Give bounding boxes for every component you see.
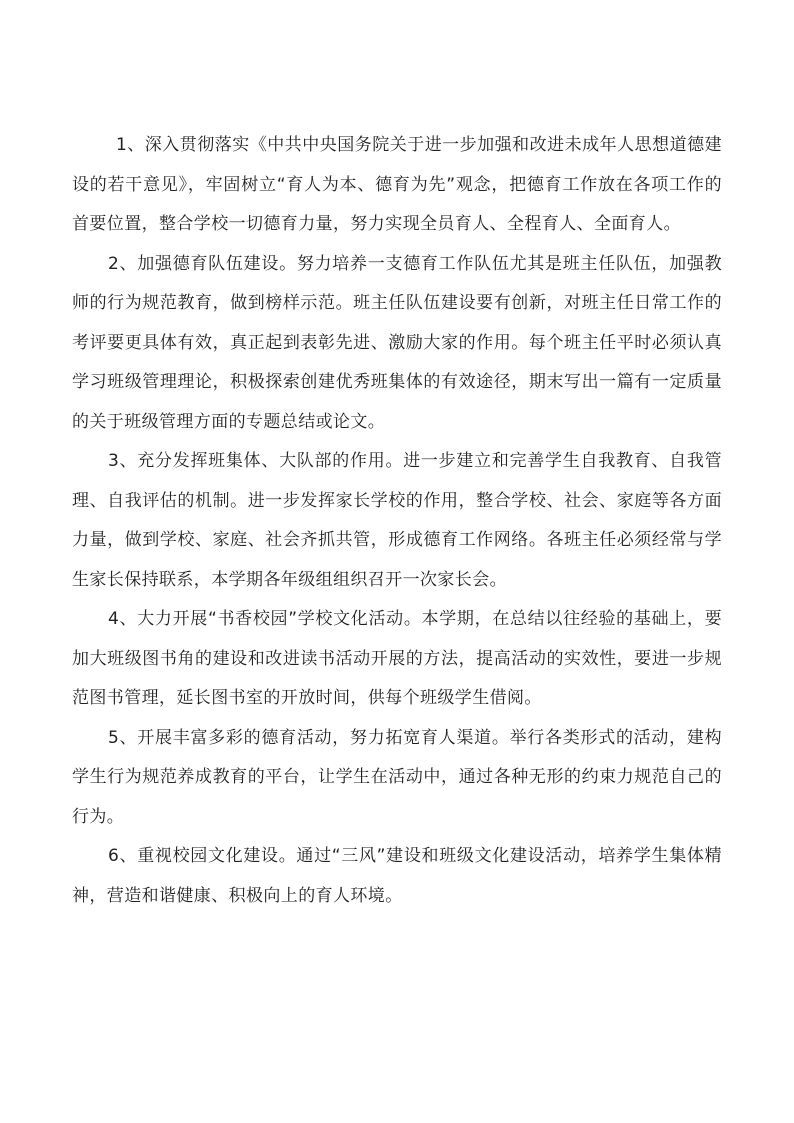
paragraph-5: 5、开展丰富多彩的德育活动，努力拓宽育人渠道。举行各类形式的活动，建构学生行为规范养成教育的平台，让学生在活动中，通过各种无形的约束力规范自己的行为。 bbox=[72, 727, 722, 827]
paragraph-1: 1、深入贯彻落实《中共中央国务院关于进一步加强和改进未成年人思想道德建设的若干意见》，牢固树立“育人为本、德育为先”观念，把德育工作放在各项工作的首要位置，整合学校一切德育力量，努力实现全员育人、全程育人、全面育人。 bbox=[72, 135, 722, 234]
paragraph-3: 3、充分发挥班集体、大队部的作用。进一步建立和完善学生自我教育、自我管理、自我评估的机制。进一步发挥家长学校的作用，整合学校、社会、家庭等各方面力量，做到学校、家庭、社会齐抓共管，形成德育工作网络。各班主任必须经常与学生家长保持联系，本学期各年级组组织召开一次家长会。 bbox=[72, 451, 722, 590]
paragraph-4: 4、大力开展“书香校园”学校文化活动。本学期，在总结以往经验的基础上，要加大班级图书角的建设和改进读书活动开展的方法，提高活动的实效性，要进一步规范图书管理，延长图书室的开放时间，供每个班级学生借阅。 bbox=[72, 609, 722, 708]
paragraph-2: 2、加强德育队伍建设。努力培养一支德育工作队伍尤其是班主任队伍，加强教师的行为规范教育，做到榜样示范。班主任队伍建设要有创新，对班主任日常工作的考评要更具体有效，真正起到表彰先进、激励大家的作用。每个班主任平时必须认真学习班级管理理论，积极探索创建优秀班集体的有效途径，期末写出一篇有一定质量的关于班级管理方面的专题总结或论文。 bbox=[72, 253, 722, 432]
paragraph-6: 6、重视校园文化建设。通过“三风”建设和班级文化建设活动，培养学生集体精神，营造和谐健康、积极向上的育人环境。 bbox=[72, 846, 722, 906]
document-body bbox=[72, 126, 722, 916]
